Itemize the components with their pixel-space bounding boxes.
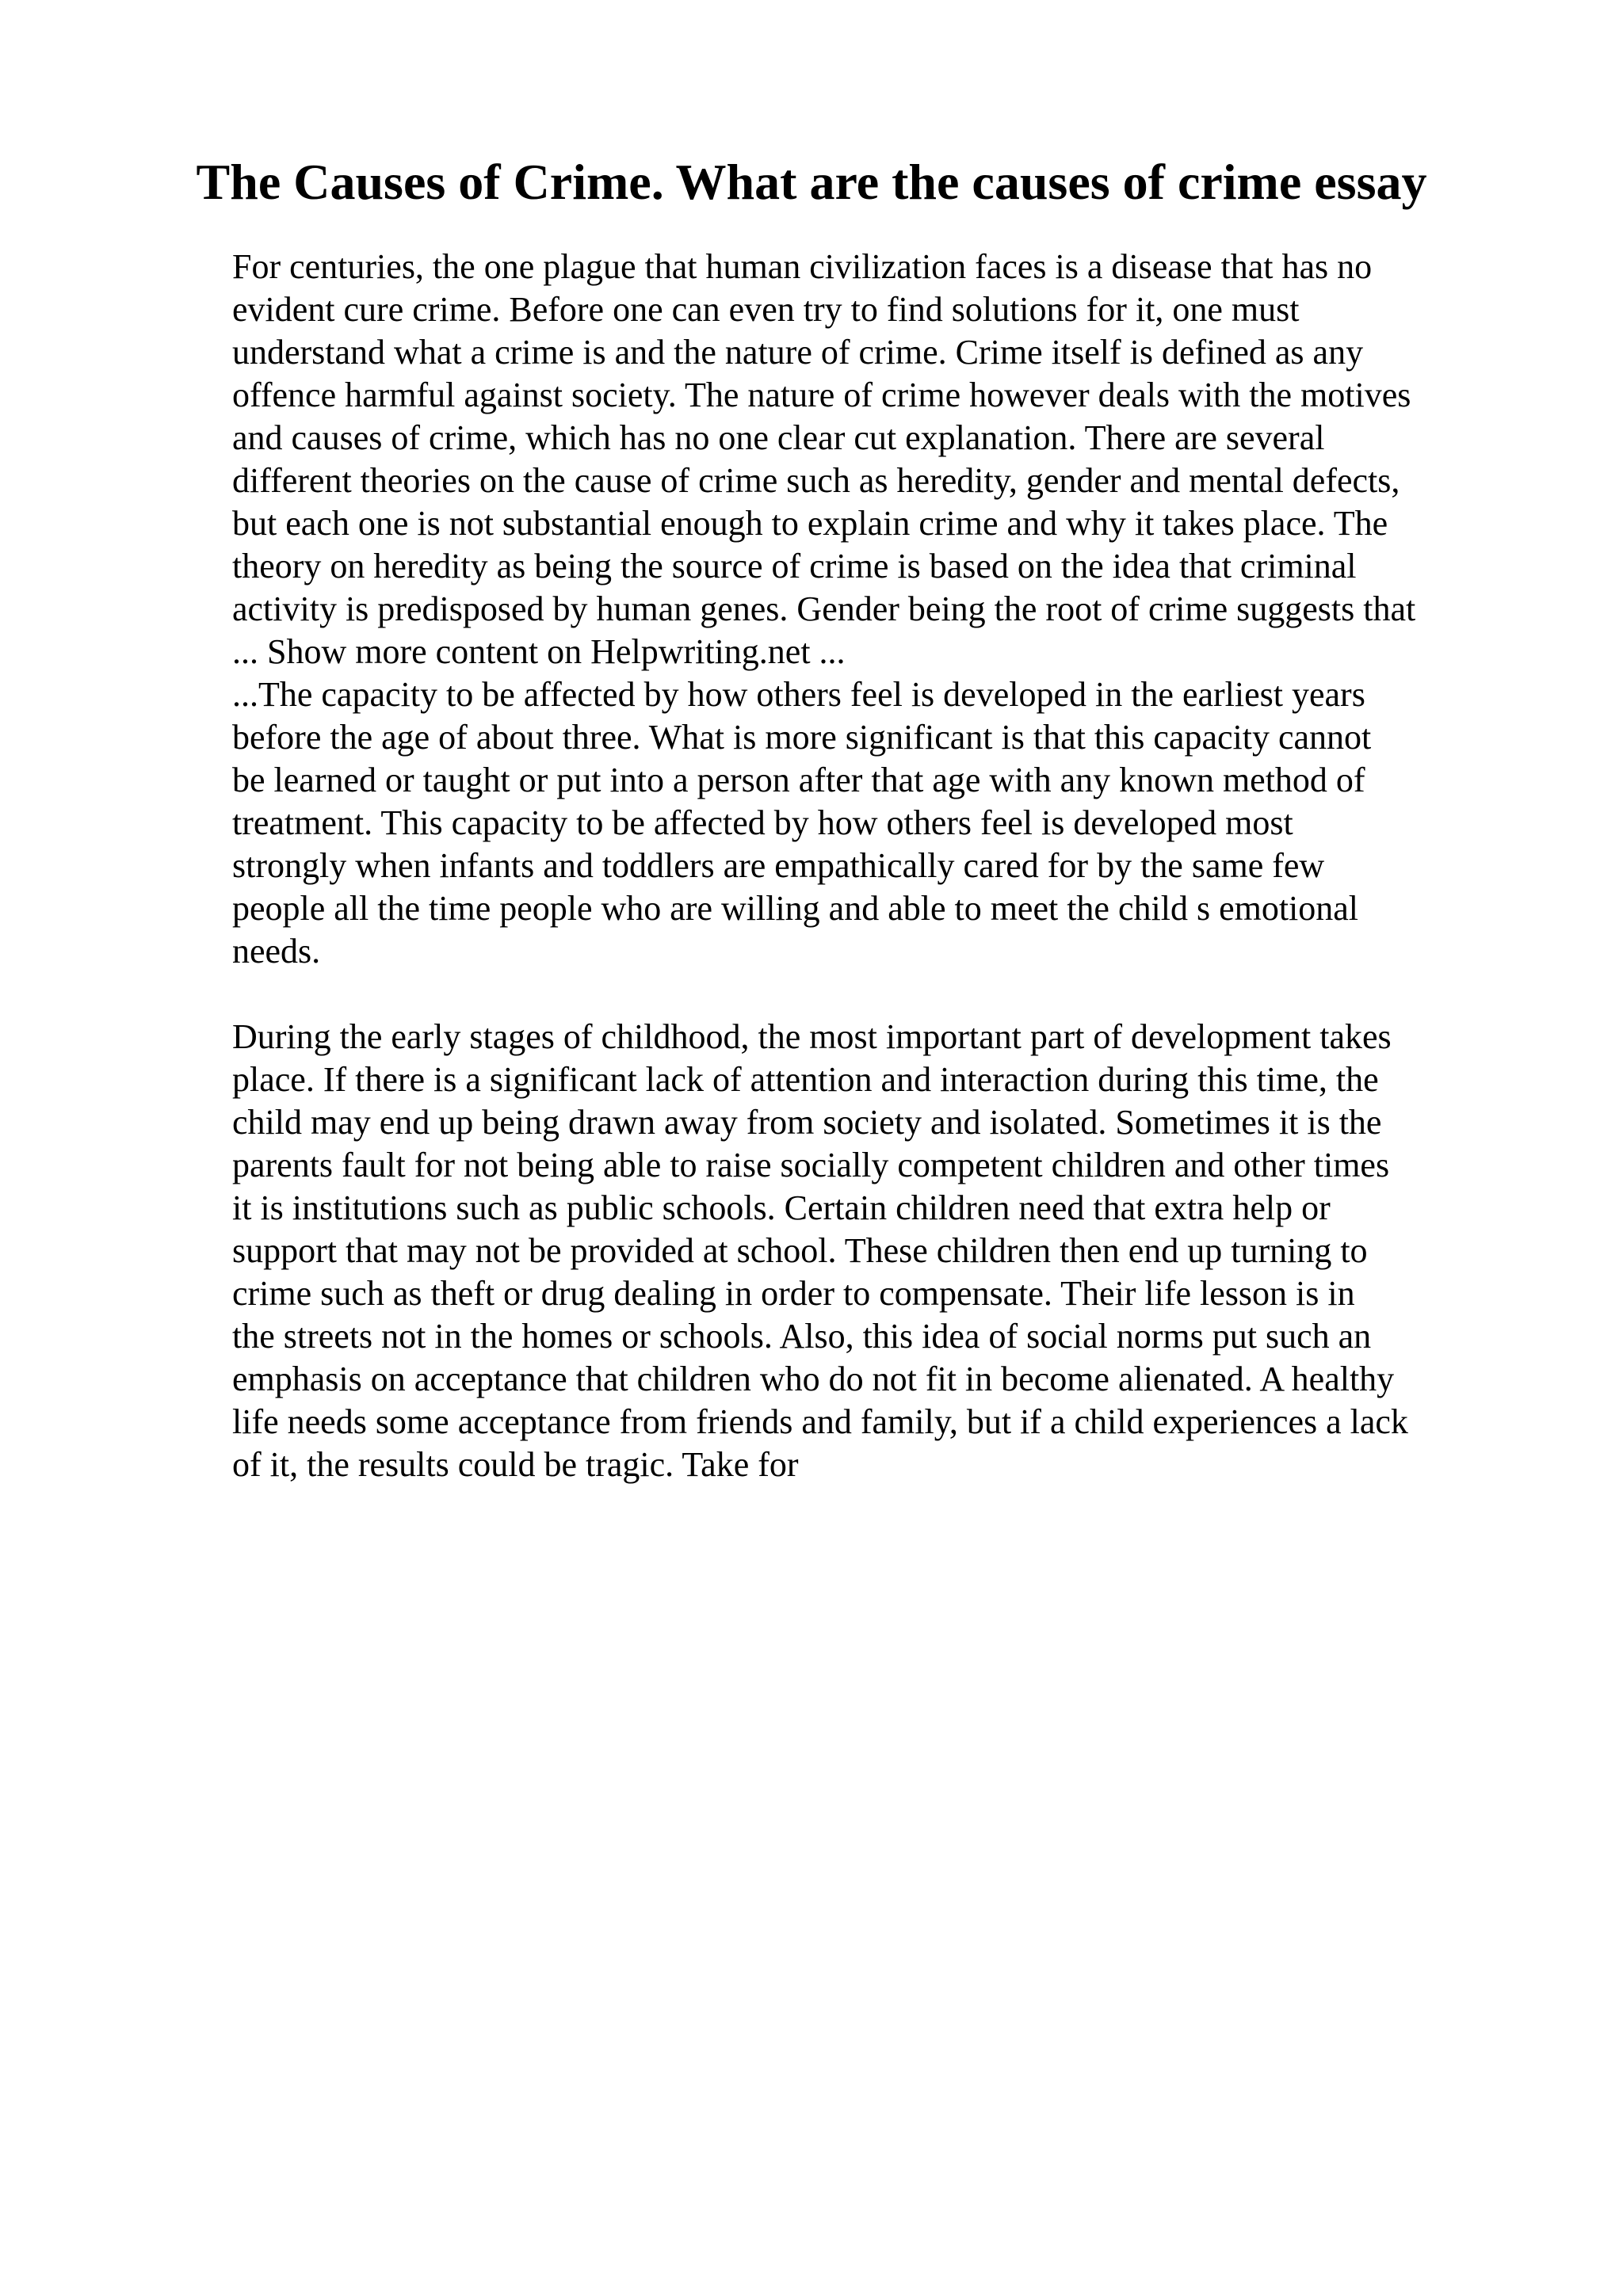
text-line: life needs some acceptance from friends and family, but if a child experiences a lack: [232, 1402, 1408, 1441]
document-title: The Causes of Crime. What are the causes of crime essay: [196, 154, 1427, 210]
document-body: [232, 246, 1516, 1486]
text-line: but each one is not substantial enough to explain crime and why it takes place. The: [232, 504, 1388, 543]
text-line: strongly when infants and toddlers are empathically cared for by the same few: [232, 846, 1325, 885]
text-line: support that may not be provided at school. These children then end up turning to: [232, 1231, 1368, 1270]
text-line: of it, the results could be tragic. Take for: [232, 1445, 799, 1484]
show-more-line: ... Show more content on Helpwriting.net ...: [232, 632, 846, 671]
text-line: activity is predisposed by human genes. Gender being the root of crime suggests that: [232, 589, 1416, 628]
text-line: people all the time people who are willing and able to meet the child s emotional: [232, 889, 1359, 928]
text-line: evident cure crime. Before one can even try to find solutions for it, one must: [232, 290, 1300, 329]
text-line: the streets not in the homes or schools. Also, this idea of social norms put such an: [232, 1317, 1372, 1356]
text-line: For centuries, the one plague that human civilization faces is a disease that has no: [232, 247, 1373, 286]
paragraph-spacer: [232, 973, 1516, 1016]
text-line: it is institutions such as public schools. Certain children need that extra help or: [232, 1188, 1331, 1227]
text-line: before the age of about three. What is more significant is that this capacity cannot: [232, 718, 1372, 757]
text-line: be learned or taught or put into a person after that age with any known method of: [232, 761, 1365, 799]
text-line: emphasis on acceptance that children who do not fit in become alienated. A healthy: [232, 1360, 1395, 1398]
text-line: child may end up being drawn away from society and isolated. Sometimes it is the: [232, 1103, 1382, 1142]
text-line: crime such as theft or drug dealing in order to compensate. Their life lesson is in: [232, 1274, 1355, 1313]
text-line: treatment. This capacity to be affected by how others feel is developed most: [232, 803, 1293, 842]
text-line: During the early stages of childhood, the most important part of development takes: [232, 1017, 1392, 1056]
text-line: different theories on the cause of crime such as heredity, gender and mental defects,: [232, 461, 1400, 500]
text-line: needs.: [232, 932, 321, 971]
text-line: understand what a crime is and the nature of crime. Crime itself is defined as any: [232, 333, 1364, 372]
text-line: offence harmful against society. The nature of crime however deals with the motives: [232, 376, 1411, 414]
text-line: parents fault for not being able to raise socially competent children and other times: [232, 1146, 1390, 1184]
text-line: ...The capacity to be affected by how others feel is developed in the earliest years: [232, 675, 1365, 714]
text-line: place. If there is a significant lack of attention and interaction during this time, the: [232, 1060, 1379, 1099]
paragraph-2: [232, 673, 1516, 973]
paragraph-3: [232, 1016, 1516, 1486]
text-line: and causes of crime, which has no one clear cut explanation. There are several: [232, 418, 1325, 457]
paragraph-1: [232, 246, 1516, 673]
text-line: theory on heredity as being the source of crime is based on the idea that criminal: [232, 547, 1357, 585]
